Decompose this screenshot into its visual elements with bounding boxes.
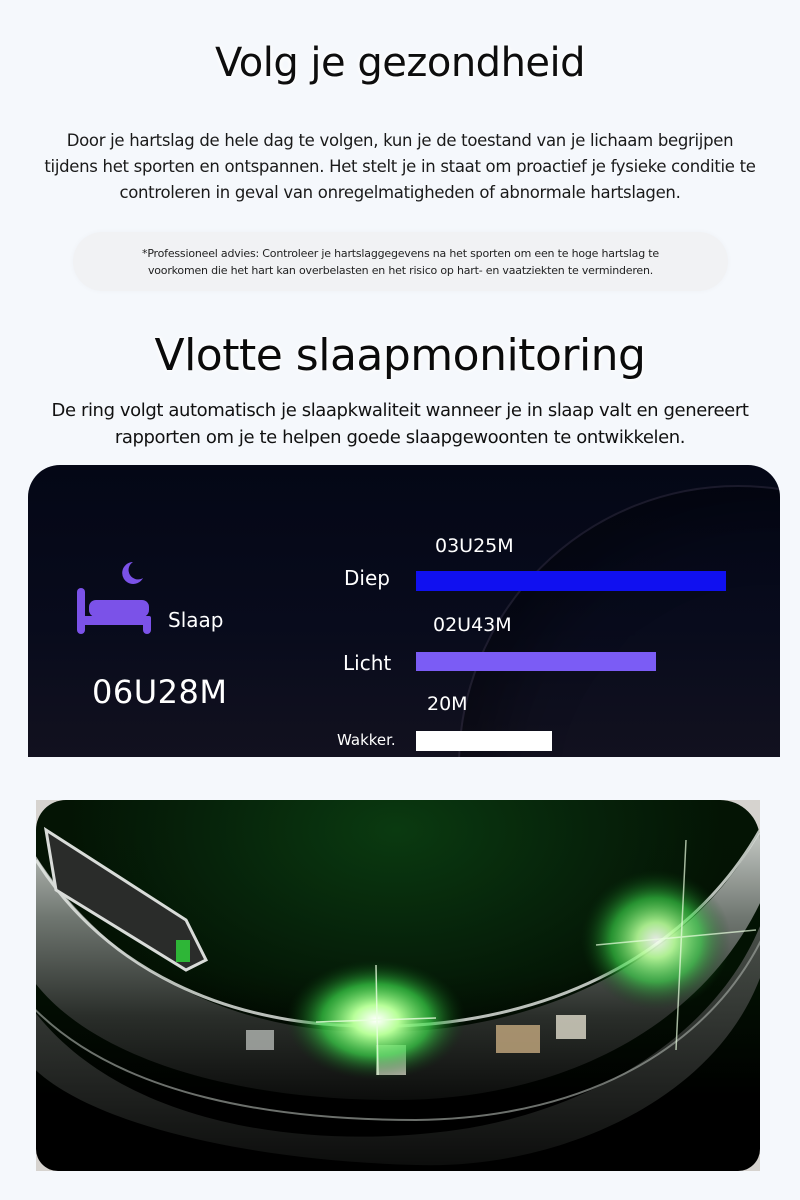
health-title: Volg je gezondheid	[214, 40, 586, 86]
professional-advice-text: *Professioneel advies: Controleer je hartslaggegevens na het sporten om een te hoge hartslag te voorkomen die het hart kan overbelasten en het risico op hart- en vaatziekten te verminderen.	[142, 246, 659, 277]
ring-image-frame	[36, 800, 760, 1171]
sleep-label: Slaap	[168, 608, 224, 632]
light-sleep-bar	[416, 652, 656, 671]
deep-sleep-bar	[416, 571, 726, 591]
bed-moon-icon	[75, 560, 151, 636]
sleep-total-duration: 06U28M	[92, 673, 228, 711]
professional-advice-box	[73, 232, 728, 291]
deep-sleep-value: 03U25M	[435, 535, 514, 557]
awake-bar	[416, 731, 552, 751]
sleep-title: Vlotte slaapmonitoring	[154, 330, 646, 381]
smart-ring-illustration	[36, 800, 760, 1171]
ring-sensor-image	[36, 800, 760, 1171]
health-description: Door je hartslag de hele dag te volgen, kun je de toestand van je lichaam begrijpen tijdens het sporten en ontspannen. Het stelt je in staat om proactief je fysieke conditie te controleren in geval van onregelmatigheden of abnormale hartslagen.	[44, 131, 756, 202]
awake-value: 20M	[427, 693, 468, 715]
light-sleep-value: 02U43M	[433, 614, 512, 636]
deep-sleep-label: Diep	[344, 566, 390, 590]
light-sleep-label: Licht	[343, 651, 392, 675]
awake-label: Wakker.	[337, 731, 396, 749]
sleep-description: De ring volgt automatisch je slaapkwaliteit wanneer je in slaap valt en genereert rapporten om je te helpen goede slaapgewoonten te ontwikkelen.	[51, 400, 749, 448]
sleep-summary-panel	[28, 465, 780, 757]
